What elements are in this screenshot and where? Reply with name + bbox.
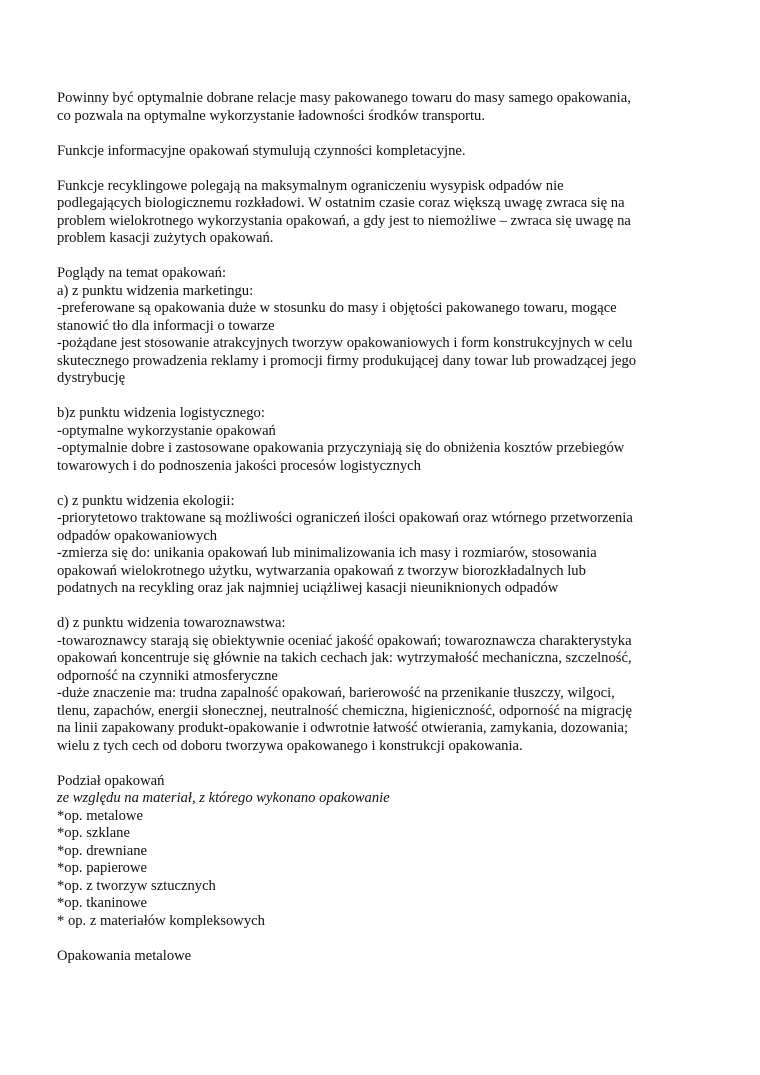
- text-line: stanowić tło dla informacji o towarze: [57, 317, 275, 334]
- text-line: * op. z materiałów kompleksowych: [57, 912, 265, 929]
- text-line: tlenu, zapachów, energii słonecznej, neutralność chemiczna, higieniczność, odporność na migrację: [57, 702, 633, 719]
- text-line: -optymalnie dobre i zastosowane opakowania przyczyniają się do obniżenia kosztów przebiegów: [57, 440, 625, 456]
- text-line: Funkcje recyklingowe polegają na maksymalnym ograniczeniu wysypisk odpadów nie: [57, 177, 564, 194]
- text-line: odpadów opakowaniowych: [57, 527, 218, 544]
- blank-line: [57, 160, 707, 178]
- text-line: -preferowane są opakowania duże w stosunku do masy i objętości pakowanego towaru, mogące: [57, 300, 617, 316]
- text-line: b)z punktu widzenia logistycznego:: [57, 405, 265, 421]
- text-line: Opakowania metalowe: [57, 947, 192, 964]
- text-line: -zmierza się do: unikania opakowań lub minimalizowania ich masy i rozmiarów, stosowania: [57, 545, 597, 561]
- text-line: *op. metalowe: [57, 807, 143, 824]
- text-line: a) z punktu widzenia marketingu:: [57, 282, 254, 299]
- text-line: problem wielokrotnego wykorzystania opakowań, a gdy jest to niemożliwe – zwraca się uwagę na: [57, 212, 631, 229]
- text-line: Funkcje informacyjne opakowań stymulują czynności kompletacyjne.: [57, 142, 466, 159]
- text-line: *op. drewniane: [57, 842, 147, 859]
- text-line: Poglądy na temat opakowań:: [57, 265, 227, 281]
- text-line: Powinny być optymalnie dobrane relacje masy pakowanego towaru do masy samego opakowania,: [57, 90, 631, 106]
- text-line: podatnych na recykling oraz jak najmniej uciążliwej kasacji nieuniknionych odpadów: [57, 580, 559, 596]
- text-line: d) z punktu widzenia towaroznawstwa:: [57, 615, 286, 631]
- text-line: problem kasacji zużytych opakowań.: [57, 230, 274, 246]
- text-line: na linii zapakowany produkt-opakowanie i odwrotnie łatwość otwierania, zamykania, dozowania;: [57, 720, 628, 736]
- text-line: wielu z tych cech od doboru tworzywa opakowanego i konstrukcji opakowania.: [57, 737, 523, 754]
- text-line: c) z punktu widzenia ekologii:: [57, 492, 235, 509]
- blank-line: [57, 125, 707, 143]
- text-line: *op. szklane: [57, 825, 130, 841]
- blank-line: [57, 388, 707, 406]
- text-line: co pozwala na optymalne wykorzystanie ładowności środków transportu.: [57, 107, 485, 124]
- blank-line: [57, 930, 707, 948]
- text-line: *op. papierowe: [57, 860, 147, 876]
- text-line: opakowań koncentruje się głównie na takich cechach jak: wytrzymałość mechaniczna, szczelność,: [57, 650, 632, 666]
- text-line: *op. tkaninowe: [57, 895, 147, 911]
- text-line: towarowych i do podnoszenia jakości procesów logistycznych: [57, 457, 421, 474]
- text-line: -priorytetowo traktowane są możliwości ograniczeń ilości opakowań oraz wtórnego przetworzenia: [57, 510, 633, 526]
- blank-line: [57, 598, 707, 616]
- text-line: *op. z tworzyw sztucznych: [57, 877, 216, 894]
- text-line: opakowań wielokrotnego użytku, wytwarzania opakowań z tworzyw biorozkładalnych lub: [57, 562, 586, 579]
- text-line: podlegających biologicznemu rozkładowi. W ostatnim czasie coraz większą uwagę zwraca się na: [57, 195, 625, 211]
- text-line: Podział opakowań: [57, 772, 165, 789]
- text-line: -optymalne wykorzystanie opakowań: [57, 422, 276, 439]
- document-page: [57, 90, 707, 965]
- text-line: skutecznego prowadzenia reklamy i promocji firmy produkującej dany towar lub prowadzącej jego: [57, 352, 637, 369]
- blank-line: [57, 755, 707, 773]
- text-line: -pożądane jest stosowanie atrakcyjnych tworzyw opakowaniowych i form konstrukcyjnych w celu: [57, 335, 633, 351]
- text-line: -duże znaczenie ma: trudna zapalność opakowań, barierowość na przenikanie tłuszczy, wilgoci,: [57, 685, 615, 701]
- text-line: ze względu na materiał, z którego wykonano opakowanie: [57, 790, 390, 806]
- text-line: -towaroznawcy starają się obiektywnie oceniać jakość opakowań; towaroznawcza charakterystyka: [57, 632, 632, 649]
- text-line: odporność na czynniki atmosferyczne: [57, 667, 278, 684]
- blank-line: [57, 475, 707, 493]
- text-line: dystrybucję: [57, 370, 126, 386]
- blank-line: [57, 248, 707, 266]
